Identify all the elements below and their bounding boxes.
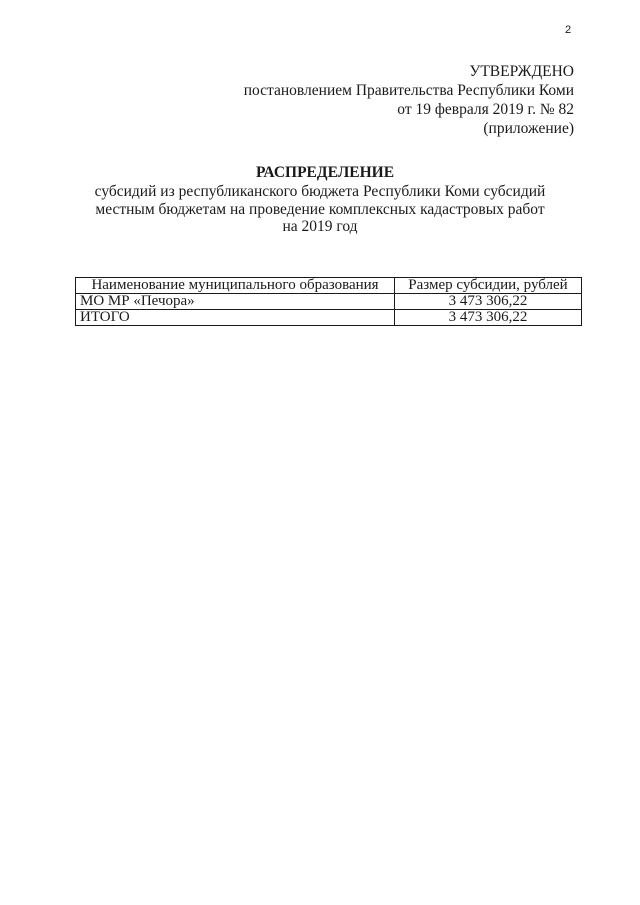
header-municipality: Наименование муниципального образования	[76, 278, 395, 294]
row-amount: 3 473 306,22	[395, 294, 582, 310]
total-label: ИТОГО	[76, 310, 395, 326]
approval-issuer: постановлением Правительства Республики Коми	[243, 82, 574, 99]
document-title: РАСПРЕДЕЛЕНИЕ	[255, 164, 395, 181]
approval-date-number: от 19 февраля 2019 г. № 82	[397, 101, 574, 118]
table-row-total	[76, 310, 582, 326]
table-header-row	[76, 278, 582, 294]
document-subtitle-line-1: субсидий из республиканского бюджета Республики Коми субсидий	[94, 183, 546, 200]
row-municipality: МО МР «Печора»	[76, 294, 395, 310]
header-amount: Размер субсидии, рублей	[395, 278, 582, 294]
approval-block	[244, 62, 574, 138]
table-row	[76, 294, 582, 310]
page-number: 2	[565, 24, 572, 36]
approval-status: УТВЕРЖДЕНО	[469, 63, 574, 80]
approval-appendix: (приложение)	[483, 120, 574, 137]
document-subtitle-line-3: на 2019 год	[282, 218, 358, 235]
subsidy-table	[75, 277, 582, 326]
document-heading	[60, 163, 580, 236]
total-amount: 3 473 306,22	[395, 310, 582, 326]
document-subtitle-line-2: местным бюджетам на проведение комплексных кадастровых работ	[95, 200, 545, 218]
